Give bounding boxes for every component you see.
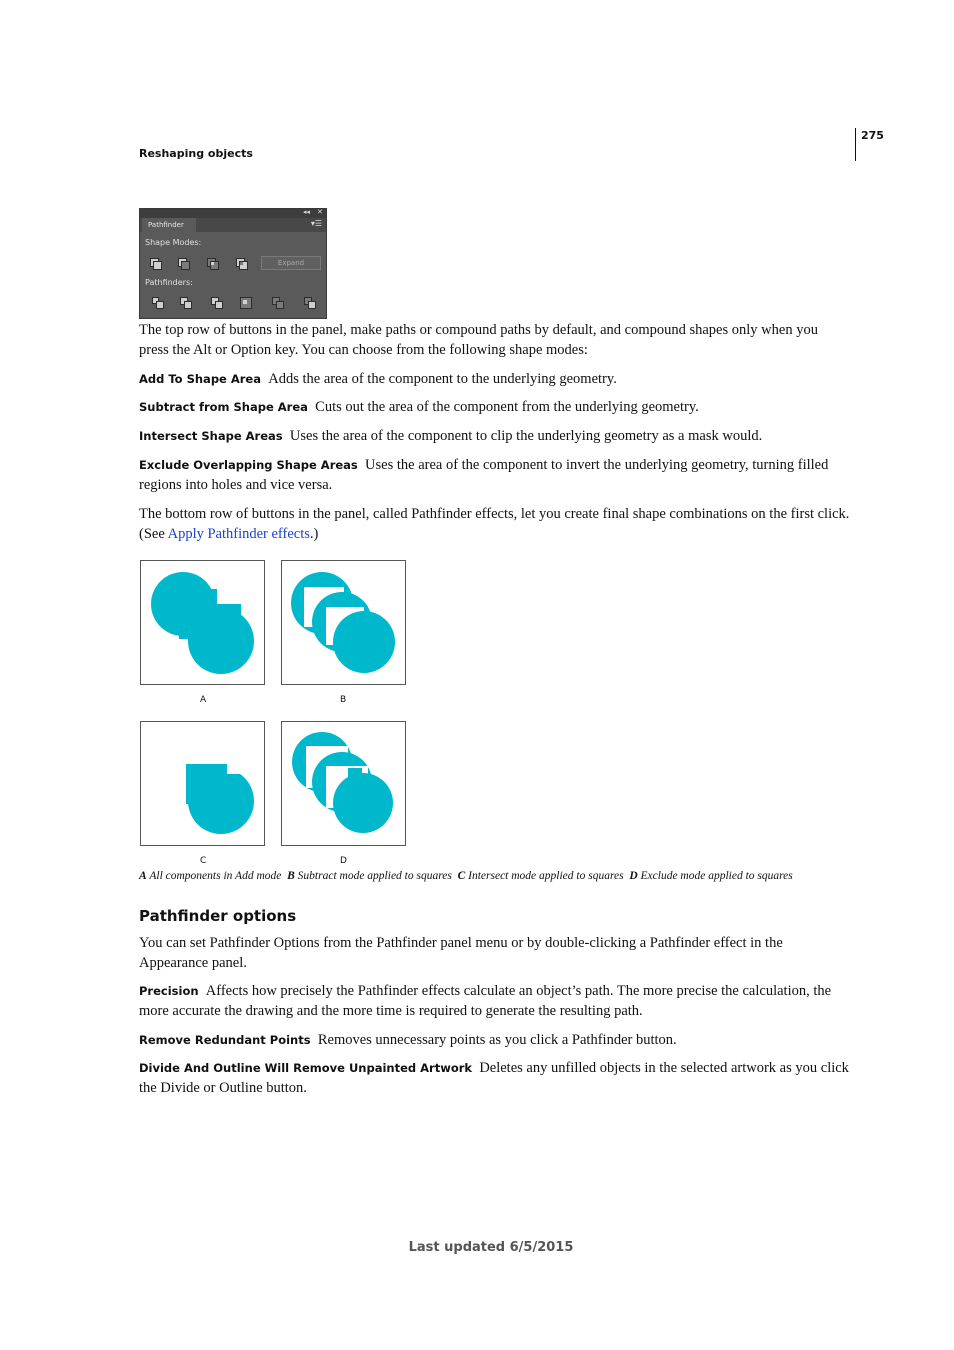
trim-icon[interactable] <box>180 297 192 309</box>
figure-c-intersect-mode <box>140 721 265 846</box>
figure-a-add-mode <box>140 560 265 685</box>
minus-front-icon[interactable] <box>178 258 190 270</box>
intro-paragraph: The top row of buttons in the panel, make paths or compound paths by default, and compound shapes only when you press the Alt or Option key. You can choose from the following shape modes: <box>139 322 818 358</box>
option-definition <box>139 1030 851 1050</box>
merge-icon[interactable] <box>211 297 223 309</box>
term-description: Cuts out the area of the component from the underlying geometry. <box>315 399 699 415</box>
pathfinder-panel <box>139 208 327 319</box>
mode-definition <box>139 397 851 417</box>
caption-letter: C <box>457 870 466 882</box>
section-heading: Pathfinder options <box>139 907 297 925</box>
caption-letter: D <box>629 870 638 882</box>
bottom-row-paragraph: The bottom row of buttons in the panel, called Pathfinder effects, let you create final shape combinations on the first click. (See Apply Pathfinder effects.) <box>139 506 850 542</box>
term-description: Uses the area of the component to invert the underlying geometry, turning filled regions into holes and vice versa. <box>139 457 829 493</box>
close-icon[interactable]: ✕ <box>317 208 323 216</box>
caption-letter: B <box>287 870 295 882</box>
term-description: Uses the area of the component to clip the underlying geometry as a mask would. <box>289 428 763 444</box>
intersect-icon[interactable] <box>207 258 219 270</box>
outline-icon[interactable] <box>272 297 284 309</box>
running-header: Reshaping objects <box>139 147 253 160</box>
term-label: Subtract from Shape Area <box>139 400 308 414</box>
divide-icon[interactable] <box>152 297 164 309</box>
term-description: Deletes any unfilled objects in the selected artwork as you click the Divide or Outline button. <box>139 1060 849 1096</box>
unite-icon[interactable] <box>150 258 162 270</box>
mode-definition <box>139 426 851 446</box>
option-definition <box>139 1058 851 1098</box>
term-description: Adds the area of the component to the underlying geometry. <box>268 371 617 387</box>
figure-b-subtract-mode <box>281 560 406 685</box>
apply-pathfinder-effects-link[interactable]: Apply Pathfinder effects <box>167 526 310 542</box>
term-description: Removes unnecessary points as you click a Pathfinder button. <box>317 1032 677 1048</box>
caption-letter: A <box>139 870 147 882</box>
minus-back-icon[interactable] <box>304 297 316 309</box>
term-label: Intersect Shape Areas <box>139 429 283 443</box>
panel-tab-row <box>140 218 326 232</box>
panel-menu-icon[interactable]: ▾☰ <box>310 219 322 228</box>
collapse-icon[interactable]: ◂◂ <box>303 208 311 216</box>
shape-modes-label: Shape Modes: <box>145 238 202 247</box>
panel-titlebar <box>140 209 326 218</box>
tab-pathfinder[interactable]: Pathfinder <box>142 218 196 232</box>
mode-definition <box>139 455 851 495</box>
term-label: Exclude Overlapping Shape Areas <box>139 458 358 472</box>
header-divider <box>855 128 856 161</box>
expand-button[interactable]: Expand <box>261 256 321 270</box>
section-intro: You can set Pathfinder Options from the Pathfinder panel menu or by double-clicking a Pathfinder effect in the Appearance panel. <box>139 935 783 971</box>
term-label: Divide And Outline Will Remove Unpainted Artwork <box>139 1061 473 1075</box>
figure-label: D <box>340 856 347 866</box>
caption-text: Subtract mode applied to squares <box>297 870 452 882</box>
page-number: 275 <box>861 129 884 142</box>
last-updated-footer: Last updated 6/5/2015 <box>408 1240 574 1255</box>
crop-icon[interactable] <box>240 297 252 309</box>
caption-text: All components in Add mode <box>149 870 282 882</box>
figure-d-exclude-mode <box>281 721 406 846</box>
figure-label: A <box>200 695 207 705</box>
term-label: Remove Redundant Points <box>139 1033 311 1047</box>
term-label: Precision <box>139 984 199 998</box>
option-definition <box>139 981 851 1021</box>
term-description: Affects how precisely the Pathfinder effects calculate an object’s path. The more precise the calculation, the more accurate the drawing and the more time is required to generate the resulting path. <box>139 983 832 1019</box>
exclude-icon[interactable] <box>236 258 248 270</box>
pathfinders-label: Pathfinders: <box>145 278 193 287</box>
term-label: Add To Shape Area <box>139 372 261 386</box>
figure-label: B <box>340 695 347 705</box>
mode-definition <box>139 369 851 389</box>
figure-label: C <box>200 856 207 866</box>
caption-text: Intersect mode applied to squares <box>468 870 624 882</box>
figure-caption <box>139 870 793 882</box>
caption-text: Exclude mode applied to squares <box>640 870 793 882</box>
